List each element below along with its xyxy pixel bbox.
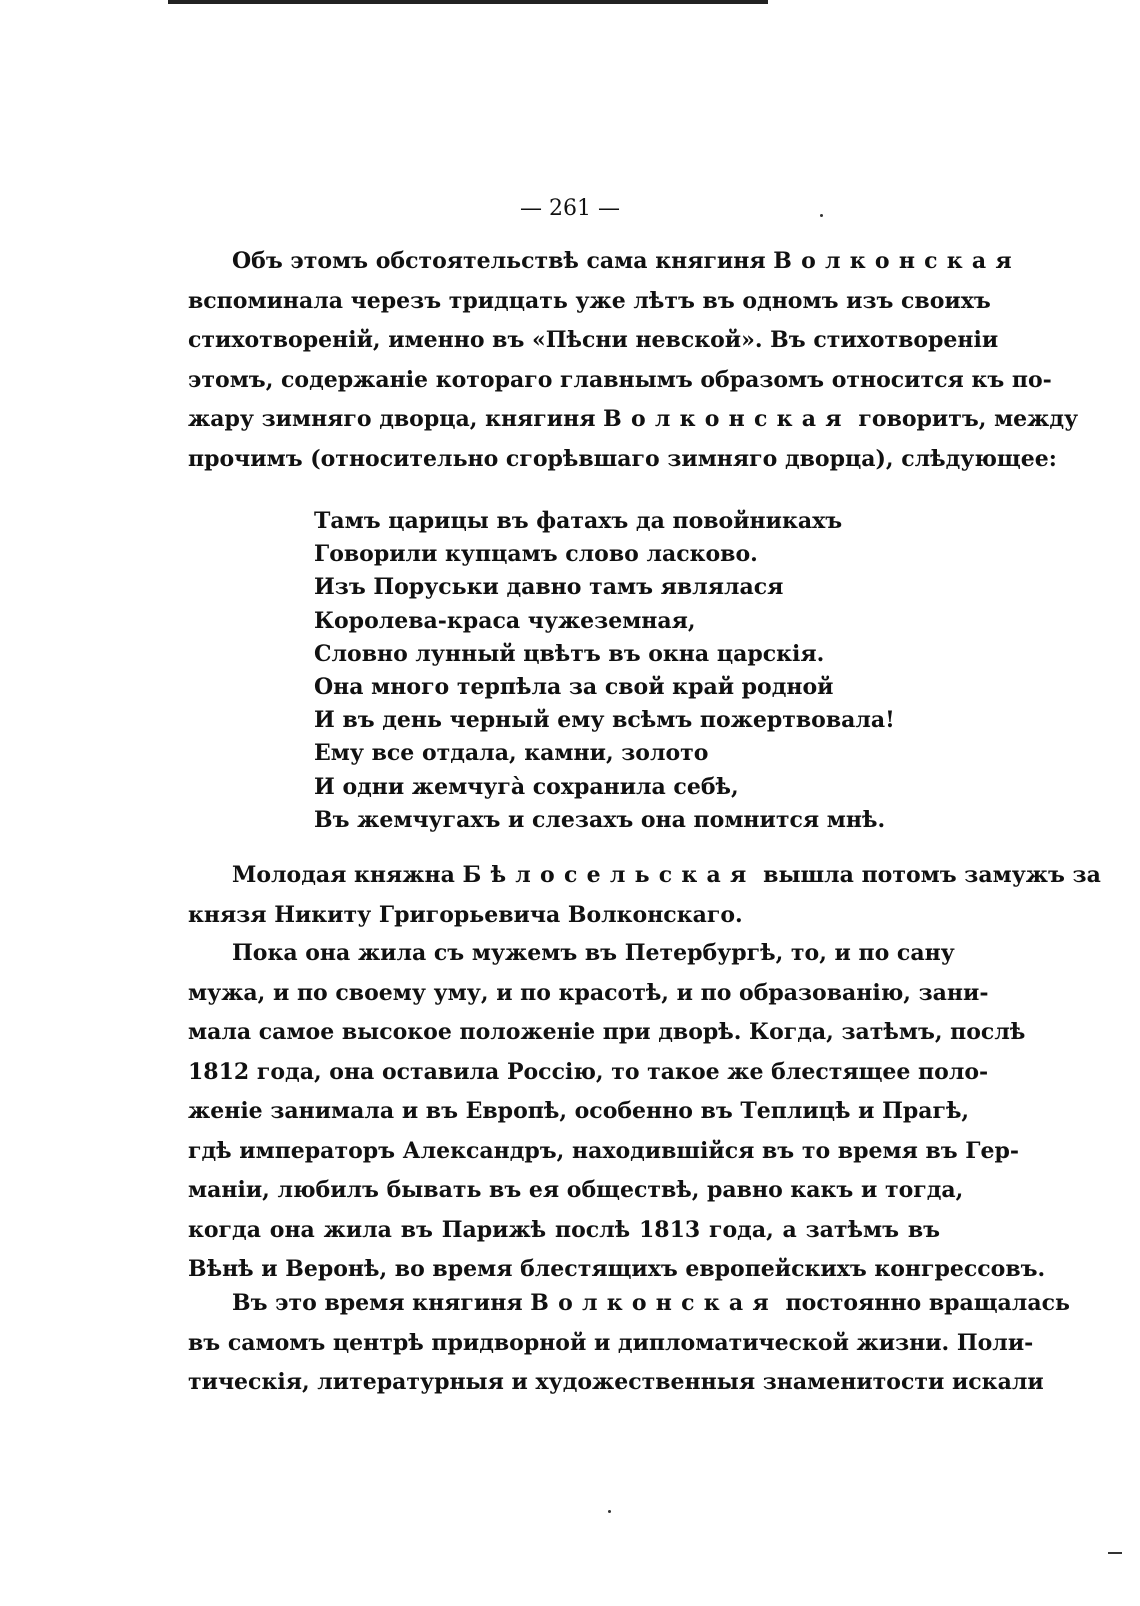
text-line: маніи, любилъ бывать въ ея обществѣ, равно какъ и тогда, — [188, 1177, 964, 1203]
text-line: Пока она жила съ мужемъ въ Петербургѣ, то, и по сану — [232, 940, 955, 966]
text-line: мужа, и по своему уму, и по красотѣ, и по образованію, зани- — [188, 979, 989, 1006]
verse-line: И въ день черный ему всѣмъ пожертвовала! — [314, 707, 895, 734]
verse-line: Королева-краса чужеземная, — [314, 607, 696, 634]
verse-line: Въ жемчугахъ и слезахъ она помнится мнѣ. — [314, 806, 886, 833]
verse-line: Изъ Поруськи давно тамъ являлася — [314, 574, 784, 601]
text-line: князя Никиту Григорьевича Волконскаго. — [188, 901, 743, 928]
scan-mark — [1108, 1552, 1122, 1554]
text-line: Вѣнѣ и Веронѣ, во время блестящихъ европейскихъ конгрессовъ. — [188, 1256, 1046, 1282]
verse-line: Ему все отдала, камни, золото — [314, 740, 709, 767]
paragraph-4 — [188, 1284, 1070, 1403]
text-line: Въ это время княгиня Волконская постоянно вращалась — [232, 1290, 1070, 1316]
verse-line: Она много терпѣла за свой край родной — [314, 673, 834, 700]
verse-quotation — [314, 505, 895, 837]
paragraph-2 — [188, 856, 1101, 935]
text-line: гдѣ императоръ Александръ, находившійся въ то время въ Гер- — [188, 1137, 1020, 1164]
text-line: женіе занимала и въ Европѣ, особенно въ Теплицѣ и Прагѣ, — [188, 1098, 970, 1124]
text-line: Объ этомъ обстоятельствѣ сама княгиня Волконская — [232, 248, 1021, 274]
text-line: въ самомъ центрѣ придворной и дипломатической жизни. Поли- — [188, 1329, 1034, 1356]
page-number: — 261 — — [520, 196, 620, 221]
text-line: прочимъ (относительно сгорѣвшаго зимняго дворца), слѣдующее: — [188, 445, 1057, 472]
text-line: Молодая княжна Бѣлосельская вышла потомъ замужъ за — [232, 862, 1101, 888]
text-line: вспоминала черезъ тридцать уже лѣтъ въ одномъ изъ своихъ — [188, 287, 991, 314]
scan-speck — [820, 214, 823, 217]
spaced-name: Волконская — [773, 248, 1021, 274]
paragraph-1 — [188, 242, 1079, 479]
scan-speck — [608, 1510, 611, 1513]
text-line: 1812 года, она оставила Россію, то такое же блестящее поло- — [188, 1058, 989, 1085]
paragraph-3 — [188, 934, 1046, 1290]
verse-line: Говорили купцамъ слово ласково. — [314, 541, 758, 568]
text-line: когда она жила въ Парижѣ послѣ 1813 года, а затѣмъ въ — [188, 1216, 940, 1243]
spaced-name: Бѣлосельская — [462, 862, 756, 888]
verse-line: Словно лунный цвѣтъ въ окна царскія. — [314, 640, 825, 667]
text-line: стихотвореній, именно въ «Пѣсни невской». Въ стихотвореніи — [188, 327, 999, 353]
spaced-name: Волконская — [603, 406, 851, 432]
text-line: этомъ, содержаніе котораго главнымъ образомъ относится къ по- — [188, 366, 1052, 393]
top-rule — [168, 0, 768, 4]
text-line: тическія, литературныя и художественныя знаменитости искали — [188, 1369, 1044, 1395]
verse-line: Тамъ царицы въ фатахъ да повойникахъ — [314, 508, 843, 534]
spaced-name: Волконская — [530, 1290, 778, 1316]
verse-line: И одни жемчугà сохранила себѣ, — [314, 773, 739, 800]
text-line: жару зимняго дворца, княгиня Волконская говоритъ, между — [188, 406, 1079, 432]
text-line: мала самое высокое положеніе при дворѣ. Когда, затѣмъ, послѣ — [188, 1019, 1026, 1045]
